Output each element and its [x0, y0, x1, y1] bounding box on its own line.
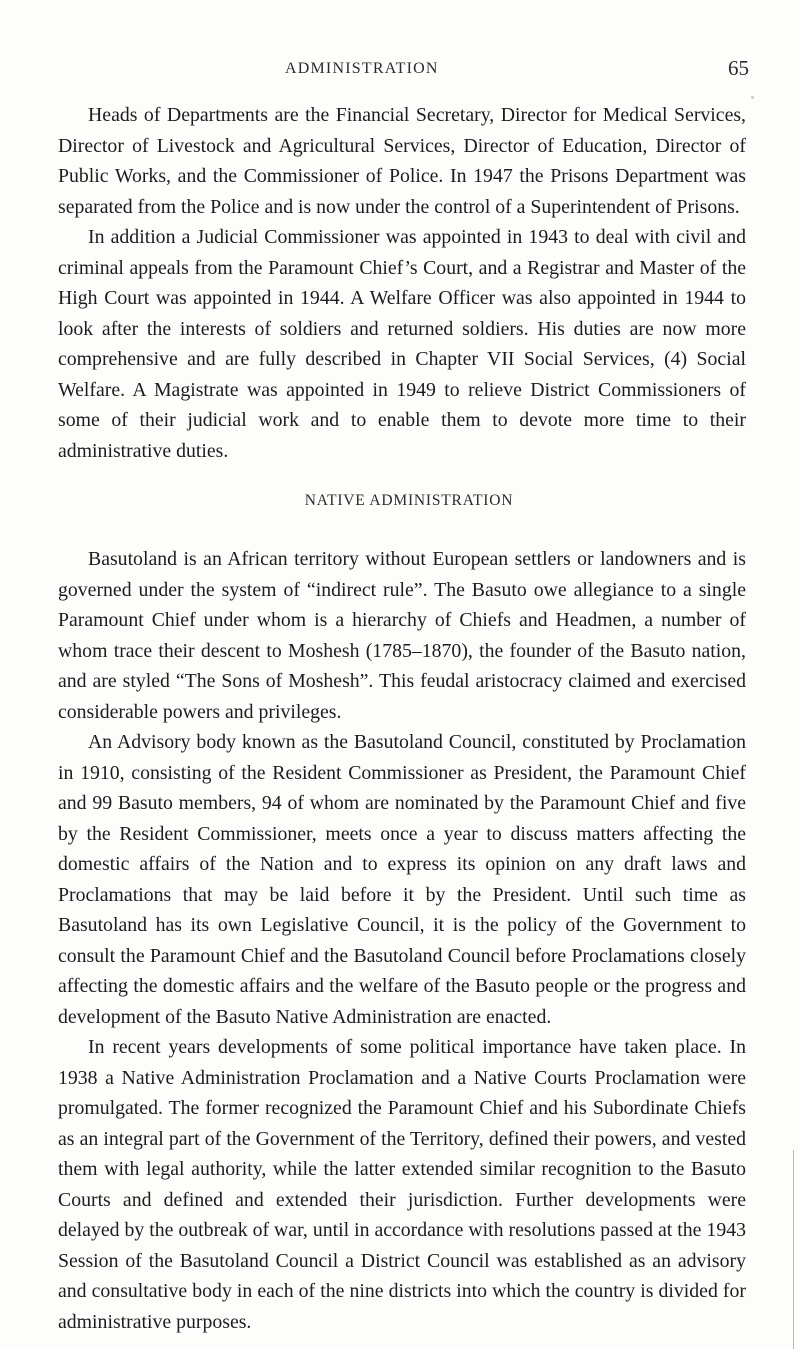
administration-section [58, 100, 746, 466]
native-administration-section [58, 544, 746, 1337]
paragraph-heads-of-departments: Heads of Departments are the Financial Secretary, Director for Medical Services, Director of Livestock and Agricultural Services, Director of Education, Director of Public Works, and the Commissioner of Police. In 1947 the Prisons Department was separated from the Police and is now under the control of a Superintendent of Prisons. [58, 104, 746, 218]
paragraph-basutoland-council: An Advisory body known as the Basutoland Council, constituted by Proclamation in 1910, consisting of the Resident Commissioner as President, the Paramount Chief and 99 Basuto members, 94 of whom are nominated by the Paramount Chief and five by the Resident Commissioner, meets once a year to discuss matters affecting the domestic affairs of the Nation and to express its opinion on any draft laws and Proclamations that may be laid before it by the President. Until such time as Basutoland has its own Legislative Council, it is the policy of the Government to consult the Paramount Chief and the Basutoland Council before Proclamations closely affecting the domestic affairs and the welfare of the Basuto people or the progress and development of the Basuto Native Administration are enacted. [58, 731, 746, 1028]
paragraph-indirect-rule: Basutoland is an African territory without European settlers or landowners and is governed under the system of “indirect rule”. The Basuto owe allegiance to a single Paramount Chief under whom is a hierarchy of Chiefs and Headmen, a number of whom trace their descent to Moshesh (1785–1870), the founder of the Basuto nation, and are styled “The Sons of Moshesh”. This feudal aristocracy claimed and exercised considerable powers and privileges. [58, 548, 746, 723]
running-title: ADMINISTRATION [285, 60, 439, 77]
section-heading-text: NATIVE ADMINISTRATION [304, 492, 514, 509]
paragraph-judicial-commissioner: In addition a Judicial Commissioner was appointed in 1943 to deal with civil and criminal appeals from the Paramount Chief’s Court, and a Registrar and Master of the High Court was appointed in 1944. A Welfare Officer was also appointed in 1944 to look after the interests of soldiers and returned soldiers. His duties are now more comprehensive and are fully described in Chapter VII Social Services, (4) Social Welfare. A Magistrate was appointed in 1949 to relieve District Commissioners of some of their judicial work and to enable them to devote more time to their administrative duties. [58, 226, 746, 462]
section-heading [0, 492, 800, 510]
scan-edge-line [793, 1150, 794, 1349]
scan-speck [751, 96, 754, 99]
page-number: 65 [728, 56, 749, 80]
running-head [0, 56, 800, 84]
paragraph-recent-developments: In recent years developments of some political importance have taken place. In 1938 a Native Administration Proclamation and a Native Courts Proclamation were promulgated. The former recognized the Paramount Chief and his Subordinate Chiefs as an integral part of the Government of the Territory, defined their powers, and vested them with legal authority, while the latter extended similar recognition to the Basuto Courts and defined and extended their jurisdiction. Further developments were delayed by the outbreak of war, until in accordance with resolutions passed at the 1943 Session of the Basutoland Council a District Council was established as an advisory and consultative body in each of the nine districts into which the country is divided for administrative purposes. [58, 1036, 746, 1333]
